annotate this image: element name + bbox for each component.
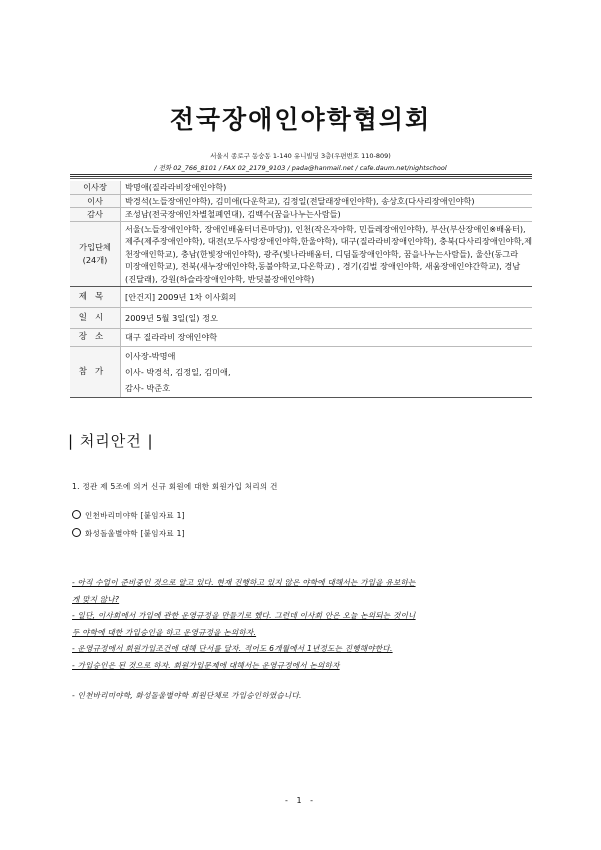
member-label-text: 가입단체 bbox=[79, 242, 111, 253]
row-value: 박명애(질라라비장애인야학) bbox=[121, 181, 533, 194]
row-value: 박경석(노들장애인야학), 김미애(다운학교), 김정일(전달래장애인야학), 송상호(다사리장애인야학) bbox=[121, 194, 533, 208]
attendee-list bbox=[121, 347, 533, 398]
table-row bbox=[70, 287, 532, 308]
section-title: | 처리안건 | bbox=[68, 432, 154, 450]
row-label-date: 일시 bbox=[70, 308, 121, 329]
contact-line: / 전화 02_766_8101 / FAX 02_2179_9103 / pada@hanmail.net / cafe.daum.net/nightschool bbox=[154, 164, 447, 172]
page-title: 전국장애인야학협의회 bbox=[169, 105, 432, 134]
discussion-notes bbox=[72, 575, 542, 674]
member-line: 천장애인학교), 충남(한빛장애인야학), 광주(빛나라배움터, 디딤돌장애인야학, 꿈을나누는사람들), 울산(동그라 bbox=[125, 248, 519, 259]
row-label-place: 장소 bbox=[70, 329, 121, 347]
note-line: - 운영규정에서 회원가입조건에 대해 단서를 달자. 적어도 6개월에서 1년정도는 진행해야한다. bbox=[72, 644, 393, 653]
table-row bbox=[70, 194, 532, 208]
page-number: - 1 - bbox=[285, 796, 316, 805]
resolution-text: - 인천바리미야학, 화성돌울별야학 회원단체로 가입승인하였습니다. bbox=[72, 691, 302, 700]
member-list bbox=[121, 221, 533, 287]
attendee-line: 이사- 박경석, 김정일, 김미애, bbox=[125, 367, 231, 377]
agenda-item: 1. 정관 제 5조에 의거 신규 회원에 대한 회원가입 처리의 건 bbox=[72, 482, 278, 491]
member-count: (24개) bbox=[82, 254, 108, 265]
option-text: 인천바리미야학 [붙임자료 1] bbox=[85, 511, 185, 520]
row-label-attendees: 참가 bbox=[70, 347, 121, 398]
option-item bbox=[72, 510, 185, 521]
row-label: 이사장 bbox=[70, 181, 121, 194]
row-value-place: 대구 질라라비 장애인야학 bbox=[121, 329, 533, 347]
row-value-subject: [안건지] 2009년 1차 이사회의 bbox=[121, 287, 533, 308]
row-value-date: 2009년 5월 3일(일) 정오 bbox=[121, 308, 533, 329]
table-row-attendees bbox=[70, 347, 532, 398]
member-line: 제주(제주장애인야학), 대전(모두사랑장애인야학,한울야학), 대구(질라라비장애인야학), 충북(다사리장애인야학,제 bbox=[125, 236, 533, 246]
note-line: 게 맞지 않나? bbox=[72, 594, 120, 604]
header-divider bbox=[70, 174, 532, 177]
note-line: - 일단, 이사회에서 가입에 관한 운영규정을 만들기로 했다. 그런데 이사회 안은 오늘 논의되는 것이니 bbox=[72, 611, 416, 620]
attendee-line: 감사- 박준호 bbox=[125, 383, 171, 393]
note-line: - 가입승인은 된 것으로 하자. 회원가입문제에 대해서는 운영규정에서 논의하자 bbox=[72, 660, 340, 670]
option-text: 화성돌울별야학 [붙임자료 1] bbox=[85, 529, 185, 538]
address-line: 서울시 종로구 동숭동 1-140 유니빌딩 3층(우편번호 110-809) bbox=[210, 152, 391, 160]
member-line: (진달래), 강원(하슬라장애인야학, 반딧불장애인야학) bbox=[125, 273, 315, 284]
row-label-subject: 제목 bbox=[70, 287, 121, 308]
attendee-line: 이사장-박명애 bbox=[125, 351, 176, 361]
table-row bbox=[70, 329, 532, 347]
circle-bullet-icon bbox=[72, 510, 81, 519]
member-line: 미장애인학교), 전북(새누장애인야학,동불야학교,다온학교) , 경기(김벌 장애인야학, 새움장애인야간학교), 경남 bbox=[125, 261, 521, 271]
note-line: 두 야학에 대한 가입승인을 하고 운영규정을 논의하자. bbox=[72, 627, 257, 637]
header-divider-thin bbox=[70, 178, 532, 179]
table-row bbox=[70, 308, 532, 329]
member-label bbox=[70, 221, 121, 287]
table-row bbox=[70, 208, 532, 222]
row-label: 이사 bbox=[70, 194, 121, 208]
row-label: 감사 bbox=[70, 208, 121, 222]
info-table bbox=[70, 181, 532, 398]
table-row-members bbox=[70, 221, 532, 287]
row-value: 조성남(전국장애인차별철폐연대), 김백수(꿈을나누는사람들) bbox=[121, 208, 533, 222]
option-item bbox=[72, 528, 185, 539]
table-row bbox=[70, 181, 532, 194]
member-line: 서울(노들장애인야학, 장애인배움터너른마당)), 인천(작은자야학, 민들레장애인야학), 부산(부산장애인※배움터), bbox=[125, 223, 526, 234]
circle-bullet-icon bbox=[72, 528, 81, 537]
note-line: - 아직 수업이 준비중인 것으로 알고 있다. 현재 진행하고 있지 않은 야학에 대해서는 가입을 유보하는 bbox=[72, 578, 416, 587]
